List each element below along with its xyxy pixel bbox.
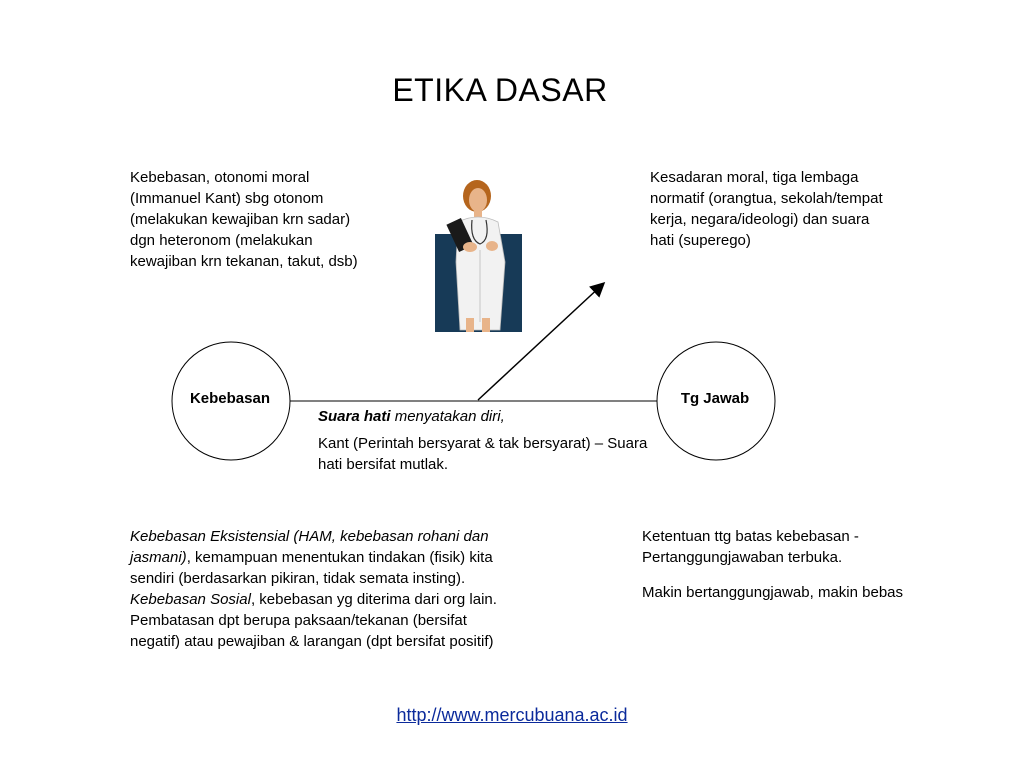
footer xyxy=(0,705,1024,726)
doctor-illustration xyxy=(435,180,522,332)
center-text xyxy=(318,406,648,475)
bottom-left-text xyxy=(130,526,520,652)
kebebasan-label: Kebebasan xyxy=(189,390,271,407)
tg-jawab-label: Tg Jawab xyxy=(680,390,750,407)
kebebasan-sosial: Kebebasan Sosial xyxy=(130,591,251,608)
bottom-left-part4: , kebebasan yg diterima dari org lain. Pembatasan dpt berupa paksaan/tekanan (bersifat negatif) atau pewajiban & larangan (dpt bersifat positif) xyxy=(130,591,497,650)
suara-hati-bold: Suara hati xyxy=(318,408,391,425)
top-right-text: Kesadaran moral, tiga lembaga normatif (orangtua, sekolah/tempat kerja, negara/ideologi) dan suara hati (superego) xyxy=(650,169,883,249)
page-title: ETIKA DASAR xyxy=(392,72,608,108)
bottom-right-para2: Makin bertanggungjawab, makin bebas xyxy=(642,584,903,601)
kant-line: Kant (Perintah bersyarat & tak bersyarat) – Suara hati bersifat mutlak. xyxy=(318,435,648,473)
top-left-text: Kebebasan, otonomi moral (Immanuel Kant) sbg otonom (melakukan kewajiban krn sadar) dgn heteronom (melakukan kewajiban krn tekanan, takut, dsb) xyxy=(130,169,358,270)
bottom-right-para1: Ketentuan ttg batas kebebasan - Pertanggungjawaban terbuka. xyxy=(642,528,859,566)
bottom-right-text xyxy=(642,526,912,603)
footer-link[interactable]: http://www.mercubuana.ac.id xyxy=(396,705,628,725)
suara-hati-line xyxy=(318,406,648,427)
kebebasan-eksistensial: Kebebasan Eksistensial (HAM, kebebasan rohani dan jasmani) xyxy=(130,528,489,566)
suara-hati-italic: menyatakan diri, xyxy=(390,408,505,425)
bottom-left-part2: , kemampuan menentukan tindakan (fisik) kita sendiri (berdasarkan pikiran, tidak semata insting). xyxy=(130,549,493,587)
